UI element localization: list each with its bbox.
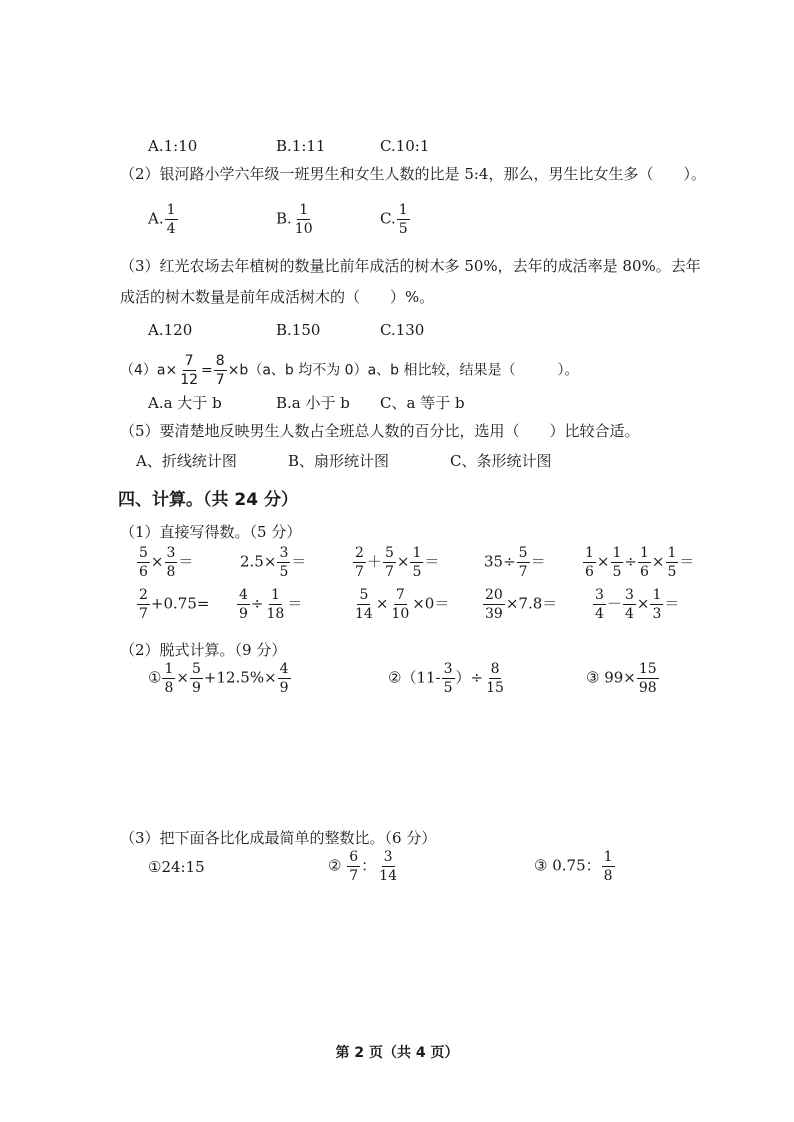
fraction-denominator: 10 (294, 221, 313, 237)
q3-stem-line2: 成活的树木数量是前年成活树木的（ ）%。 (120, 288, 435, 306)
fraction-denominator: 5 (398, 221, 408, 237)
q5-option-b: B、扇形统计图 (288, 452, 390, 470)
q1-option-c: C.10:1 (380, 137, 430, 155)
q1-option-b: B.1:11 (276, 137, 326, 155)
ratio-2-fraction-1 (347, 850, 360, 883)
ratio-3-fraction (602, 850, 615, 883)
q4-suffix: ×b（a、b 均不为 0）a、b 相比较，结果是（ ）。 (227, 362, 579, 379)
ratio-3-mark: ③ (534, 856, 548, 875)
q5-option-c: C、条形统计图 (450, 452, 552, 470)
fraction-denominator: 8 (603, 868, 613, 884)
calc-2-4: $\frac{20}{39}$ ×7.8＝ (485, 587, 558, 622)
section-4-part3-title: （3）把下面各比化成最简单的整数比。（6 分） (120, 829, 437, 847)
fraction-denominator: 7 (215, 372, 225, 388)
calc-3-3: ③ 99× $\frac{15}{98}$ (586, 661, 657, 696)
fraction-numerator: 1 (603, 849, 613, 865)
calc-1-5: $\frac{1}{6}$ × $\frac{1}{5}$ ÷ $\frac{1}{6}$ × $\frac{1}{5}$ ＝ (585, 545, 695, 580)
calc-3-2: ②（11- $\frac{3}{5}$ ）÷ $\frac{8}{15}$ (388, 661, 504, 696)
fraction-denominator: 7 (349, 868, 359, 884)
q3-option-c: C.130 (380, 321, 425, 339)
fraction-denominator: 4 (166, 221, 176, 237)
q4-option-c: C、a 等于 b (380, 394, 465, 412)
fraction-numerator: 8 (215, 353, 225, 369)
ratio-2-mark: ② (328, 856, 342, 875)
q2-option-b (276, 203, 316, 236)
q2-option-a (148, 203, 179, 236)
fraction-numerator: 1 (398, 202, 408, 218)
ratio-3 (534, 850, 616, 883)
q4-stem (120, 354, 579, 387)
calc-2-1: $\frac{2}{7}$ +0.75= (139, 587, 210, 622)
q4-prefix: （4）a× (120, 362, 178, 379)
section-4-heading: 四、计算。（共 24 分） (118, 490, 298, 510)
ratio-2-fraction-2 (377, 850, 399, 883)
fraction-denominator: 12 (180, 372, 199, 388)
fraction-numerator: 1 (299, 202, 309, 218)
calc-1-2: 2.5× $\frac{3}{5}$ ＝ (240, 545, 307, 580)
calc-2-5: $\frac{3}{4}$ － $\frac{3}{4}$ × $\frac{1}{3}$ ＝ (595, 587, 680, 622)
q3-option-a: A.120 (148, 321, 193, 339)
section-4-part2-title: （2）脱式计算。（9 分） (120, 641, 287, 659)
q5-stem: （5）要清楚地反映男生人数占全班总人数的百分比，选用（ ）比较合适。 (120, 422, 640, 440)
q4-option-a: A.a 大于 b (148, 394, 222, 412)
calc-1-3: $\frac{2}{7}$ ＋ $\frac{5}{7}$ × $\frac{1}{5}$ ＝ (355, 545, 440, 580)
fraction-denominator: 14 (379, 868, 397, 884)
q5-option-a: A、折线统计图 (136, 452, 237, 470)
ratio-3-text: 0.75： (552, 856, 601, 875)
q4-option-b: B.a 小于 b (276, 394, 350, 412)
q3-option-b: B.150 (276, 321, 321, 339)
q2-stem: （2）银河路小学六年级一班男生和女生人数的比是 5:4，那么，男生比女生多（ ）。 (120, 165, 706, 183)
q3-stem-line1: （3）红光农场去年植树的数量比前年成活的树木多 50%，去年的成活率是 80%。去年 (120, 257, 701, 275)
calc-3-1: ① $\frac{1}{8}$ × $\frac{5}{9}$ +12.5%× $\frac{4}{9}$ (148, 661, 289, 696)
ratio-1: ①24:15 (148, 858, 205, 876)
q2-option-c (380, 203, 411, 236)
q1-option-a: A.1:10 (148, 137, 198, 155)
fraction-numerator: 3 (383, 849, 393, 865)
page-footer: 第 2 页（共 4 页） (335, 1045, 459, 1061)
section-4-part1-title: （1）直接写得数。（5 分） (120, 523, 302, 541)
fraction-numerator: 6 (349, 849, 359, 865)
ratio-2 (328, 850, 400, 883)
fraction-numerator: 1 (166, 202, 176, 218)
ratio-2-colon: ： (361, 856, 377, 875)
calc-1-4: 35÷ $\frac{5}{7}$ ＝ (484, 545, 546, 580)
calc-2-3: $\frac{5}{14}$ × $\frac{7}{10}$ ×0＝ (355, 587, 450, 622)
fraction-numerator: 7 (184, 353, 194, 369)
q2-option-c-prefix: C. (380, 209, 396, 228)
q2-option-b-fraction (293, 203, 315, 236)
q2-option-b-prefix: B. (276, 209, 292, 228)
q2-option-c-fraction (397, 203, 410, 236)
q4-fraction-2 (214, 354, 227, 387)
q2-option-a-fraction (165, 203, 178, 236)
q2-option-a-prefix: A. (148, 209, 164, 228)
q4-fraction-1 (178, 354, 200, 387)
calc-1-1: $\frac{5}{6}$ × $\frac{3}{8}$ ＝ (139, 545, 194, 580)
q4-equals: = (201, 362, 213, 379)
calc-2-2: $\frac{4}{9}$ ÷ $\frac{1}{18}$ ＝ (239, 587, 303, 622)
